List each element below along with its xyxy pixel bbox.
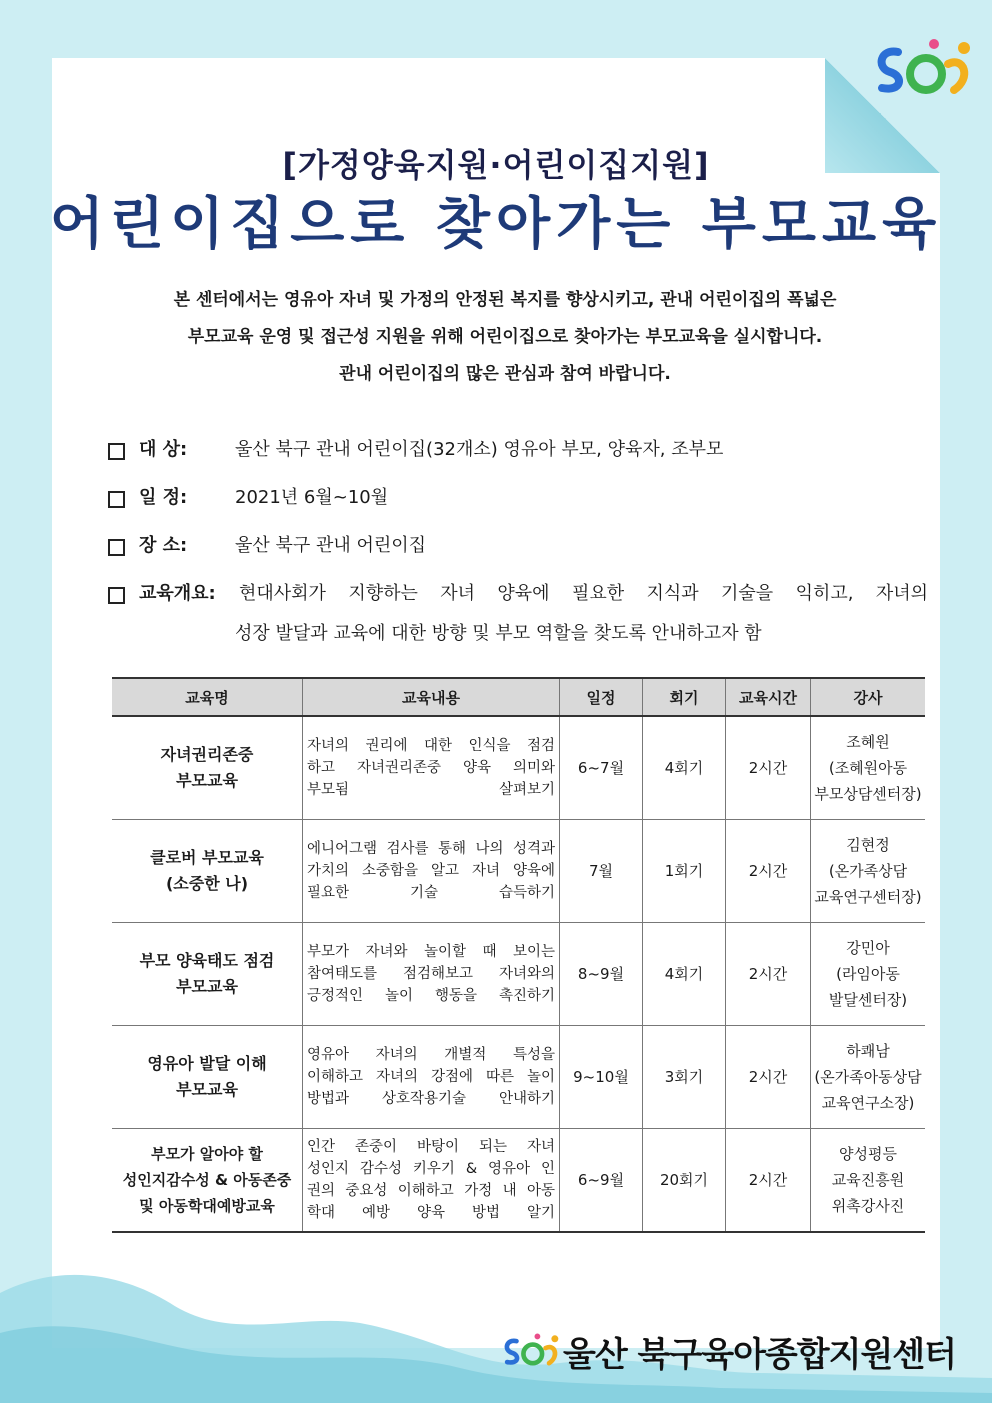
info-place: [108, 528, 928, 564]
intro-line: 관내 어린이집의 많은 관심과 참여 바랍니다.: [339, 364, 671, 384]
info-value: 2021년 6월~10월: [235, 487, 389, 508]
info-value: 현대사회가 지향하는 자녀 양육에 필요한 지식과 기술을 익히고, 자녀의: [239, 583, 928, 604]
program-content: 부모가 자녀와 놀이할 때 보이는 참여태도를 점검해보고 자녀와의 긍정적인 놀이 행동을 촉진하기: [303, 923, 560, 1026]
program-period: 6~7월: [560, 716, 643, 820]
table-header: 강사: [811, 678, 926, 716]
table-header: 회기: [643, 678, 726, 716]
program-instructor: 조혜원 (조혜원아동 부모상담센터장): [811, 716, 926, 820]
footer-logo-icon: [499, 1325, 563, 1377]
program-instructor: 강민아 (라임아동 발달센터장): [811, 923, 926, 1026]
info-label: 장 소:: [139, 535, 188, 556]
program-name: 부모가 알아야 할 성인지감수성 & 아동존중 및 아동학대예방교육: [112, 1129, 303, 1233]
footer-brand: [499, 1325, 956, 1377]
table-header-row: [112, 678, 925, 716]
program-hours: 2시간: [726, 1026, 811, 1129]
program-sessions: 4회기: [643, 923, 726, 1026]
table-header: 교육시간: [726, 678, 811, 716]
program-instructor: 하쾌남 (온가족아동상담 교육연구소장): [811, 1026, 926, 1129]
program-name: 클로버 부모교육 (소중한 나): [112, 820, 303, 923]
program-name: 영유아 발달 이해 부모교육: [112, 1026, 303, 1129]
program-instructor: 양성평등 교육진흥원 위촉강사진: [811, 1129, 926, 1233]
info-value: 성장 발달과 교육에 대한 방향 및 부모 역할을 찾도록 안내하고자 함: [235, 623, 762, 644]
info-label: 대 상:: [139, 439, 188, 460]
program-hours: 2시간: [726, 1129, 811, 1233]
program-content: 영유아 자녀의 개별적 특성을 이해하고 자녀의 강점에 따른 놀이 방법과 상호작용기술 안내하기: [303, 1026, 560, 1129]
table-row: [112, 1026, 925, 1129]
info-overview: [108, 576, 928, 652]
program-content: 인간 존중이 바탕이 되는 자녀 성인지 감수성 키우기 & 영유아 인 권의 중요성 이해하고 가정 내 아동 학대 예방 양육 방법 알기: [303, 1129, 560, 1233]
program-period: 6~9월: [560, 1129, 643, 1233]
info-value: 울산 북구 관내 어린이집(32개소) 영유아 부모, 양육자, 조부모: [235, 439, 724, 460]
program-sessions: 4회기: [643, 716, 726, 820]
checkbox-icon: [108, 443, 125, 460]
program-sessions: 1회기: [643, 820, 726, 923]
info-value: 울산 북구 관내 어린이집: [235, 535, 427, 556]
table-header: 일정: [560, 678, 643, 716]
poster-title: 어린이집으로 찾아가는 부모교육: [49, 192, 943, 257]
program-hours: 2시간: [726, 923, 811, 1026]
program-content: 에니어그램 검사를 통해 나의 성격과 가치의 소중함을 알고 자녀 양육에 필요한 기술 습득하기: [303, 820, 560, 923]
info-label: 교육개요:: [139, 583, 216, 604]
program-hours: 2시간: [726, 820, 811, 923]
checkbox-icon: [108, 491, 125, 508]
checkbox-icon: [108, 587, 125, 604]
info-label: 일 정:: [139, 487, 188, 508]
table-row: [112, 820, 925, 923]
info-schedule: [108, 480, 928, 516]
table-header: 교육명: [112, 678, 303, 716]
center-logo-icon: [868, 34, 978, 104]
program-table: [112, 677, 925, 1233]
table-header: 교육내용: [303, 678, 560, 716]
table-row: [112, 923, 925, 1026]
program-sessions: 3회기: [643, 1026, 726, 1129]
program-content: 자녀의 권리에 대한 인식을 점검 하고 자녀권리존중 양육 의미와 부모됨 살펴보기: [303, 716, 560, 820]
program-period: 7월: [560, 820, 643, 923]
program-period: 8~9월: [560, 923, 643, 1026]
intro-line: 부모교육 운영 및 접근성 지원을 위해 어린이집으로 찾아가는 부모교육을 실시합니다.: [187, 327, 823, 347]
intro-line: 본 센터에서는 영유아 자녀 및 가정의 안정된 복지를 향상시키고, 관내 어린이집의 폭넓은: [173, 290, 837, 310]
program-name: 부모 양육태도 점검 부모교육: [112, 923, 303, 1026]
footer-org-name: 울산 북구육아종합지원센터: [563, 1334, 956, 1375]
program-name: 자녀권리존중 부모교육: [112, 716, 303, 820]
program-instructor: 김현정 (온가족상담 교육연구센터장): [811, 820, 926, 923]
checkbox-icon: [108, 539, 125, 556]
program-sessions: 20회기: [643, 1129, 726, 1233]
table-row: [112, 1129, 925, 1233]
table-row: [112, 716, 925, 820]
poster-subtitle: [가정양육지원·어린이집지원]: [282, 146, 710, 184]
intro-paragraph: [90, 282, 920, 393]
info-target: [108, 432, 928, 468]
program-hours: 2시간: [726, 716, 811, 820]
program-period: 9~10월: [560, 1026, 643, 1129]
